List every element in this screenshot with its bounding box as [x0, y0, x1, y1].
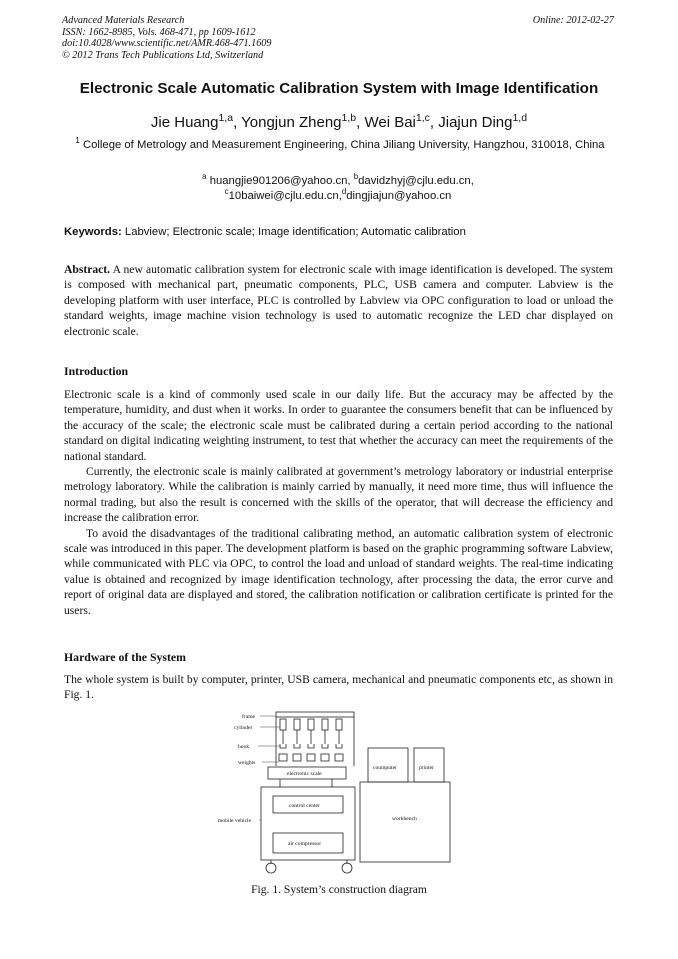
weight	[335, 754, 343, 761]
affiliation	[62, 138, 618, 153]
weight	[293, 754, 301, 761]
weight	[307, 754, 315, 761]
paragraph: Electronic scale is a kind of commonly used scale in our daily life. But the accuracy may be affected by the temperature, humidity, and dust when it works. In order to guarantee the consumers benefit that can be influenced by the accuracy of the scale; the electronic scale must be calibrated during a certain period according to the national standard on digital indicating weighting instrument, to test that whether the accuracy can meet the requirements of the national standard.	[64, 388, 613, 463]
author-sup: 1,a	[218, 112, 234, 124]
introduction-heading: Introduction	[64, 364, 129, 378]
abstract-text: A new automatic calibration system for electronic scale with image identification is developed. The system is composed with mechanical part, pneumatic components, PLC, USB camera and computer. Labview is the developing platform with user interface, PLC is controlled by Labview via OPC configuration to load or unload the standard weights, image machine vision technology is used to automatic recognize the LED char displayed on electronic scale.	[64, 263, 613, 338]
introduction-body	[64, 387, 613, 618]
keywords	[64, 226, 616, 238]
email-address: huangjie901206@yahoo.cn,	[209, 175, 351, 187]
keywords-label: Keywords:	[64, 226, 122, 238]
hardware-body	[64, 672, 613, 703]
hook	[308, 744, 314, 748]
label-mobile-vehicle: mobile vehicle	[218, 818, 252, 824]
label-printer: printer	[419, 765, 434, 771]
email-sup: d	[341, 187, 347, 197]
hook	[336, 744, 342, 748]
cylinder	[280, 719, 286, 730]
journal-header	[62, 15, 614, 61]
email-sup: b	[353, 172, 359, 182]
author-name: Yongjun Zheng	[241, 114, 342, 131]
doi-line: doi:10.4028/www.scientific.net/AMR.468-471.1609	[62, 38, 272, 50]
paragraph: Currently, the electronic scale is mainly calibrated at government’s metrology laboratory or industrial enterprise metrology laboratory. While the calibration is mainly carried by manually, it need more time, thus will influence the normal trading, but also the result is concerned with the skills of the operator, that will decrease the efficiency and increase the calibration error.	[64, 465, 613, 525]
author-sup: 1,d	[512, 112, 528, 124]
cylinder	[294, 719, 300, 730]
email-sup: a	[202, 172, 207, 182]
construction-diagram-svg	[210, 708, 470, 878]
email-address: dingjiajun@yahoo.cn	[346, 190, 452, 202]
hook	[280, 744, 286, 748]
figure-caption: Fig. 1. System’s construction diagram	[251, 883, 427, 896]
affiliation-sup: 1	[75, 136, 80, 146]
affiliation-text: College of Metrology and Measurement Engineering, China Jiliang University, Hangzhou, 310018, China	[82, 139, 605, 151]
hardware-heading: Hardware of the System	[64, 650, 186, 664]
author-name: Jie Huang	[150, 114, 219, 131]
label-weights: weights	[238, 760, 256, 766]
online-date: Online: 2012-02-27	[532, 15, 614, 26]
paragraph: The whole system is built by computer, printer, USB camera, mechanical and pneumatic components etc, as shown in Fig. 1.	[64, 673, 613, 702]
abstract-label: Abstract.	[64, 263, 111, 276]
copyright-line: © 2012 Trans Tech Publications Ltd, Switzerland	[62, 49, 264, 61]
mobile-vehicle-box	[261, 787, 355, 860]
weight	[321, 754, 329, 761]
paper-title: Electronic Scale Automatic Calibration System with Image Identification	[79, 80, 599, 97]
label-air-compressor: air compressor	[288, 841, 322, 847]
email-sup: c	[224, 187, 229, 197]
email-list	[62, 174, 614, 204]
author-sup: 1,b	[341, 112, 357, 124]
label-cylinder: cylinder	[234, 725, 253, 731]
author-list: Jie Huang$^{1,a}$, Yongjun Zheng$^{1,b}$, Wei Bai$^{1,c}$, Jiajun Ding$^{1,d}$	[150, 112, 528, 131]
frame-bar	[276, 712, 354, 717]
label-frame: frame	[242, 714, 256, 720]
construction-diagram	[210, 708, 470, 878]
author-name: Wei Bai	[364, 114, 416, 131]
cylinder	[308, 719, 314, 730]
wheel	[342, 863, 352, 873]
cylinder	[336, 719, 342, 730]
workbench-box	[360, 782, 450, 862]
author-sup: 1,c	[415, 112, 430, 124]
email-address: 10baiwei@cjlu.edu.cn,	[228, 190, 342, 202]
weight	[279, 754, 287, 761]
label-computer: coumputer	[373, 765, 397, 771]
wheel	[266, 863, 276, 873]
hook	[294, 744, 300, 748]
cylinder	[322, 719, 328, 730]
email-address: davidzhyj@cjlu.edu.cn,	[358, 175, 474, 187]
abstract	[64, 262, 613, 339]
keywords-text: Labview; Electronic scale; Image identification; Automatic calibration	[124, 226, 466, 238]
author-name: Jiajun Ding	[438, 114, 513, 131]
label-workbench: workbench	[392, 816, 417, 822]
label-electronic-scale: electronic scale	[287, 771, 322, 777]
hook	[322, 744, 328, 748]
label-hook: hook	[238, 744, 250, 750]
journal-name: Advanced Materials Research	[62, 15, 185, 26]
paragraph: To avoid the disadvantages of the traditional calibrating method, an automatic calibration system of electronic scale was introduced in this paper. The development platform is based on the graphic programming software Labview, while communicated with PLC via OPC, to control the load and unload of standard weights. The real-time indicating value is obtained and recognized by image identification technology, after processing the data, the error curve and report of original data are displayed and stored, the calibration notification or calibration certificate is printed for the users.	[64, 526, 613, 617]
label-control-center: control center	[289, 803, 320, 809]
issn-line: ISSN: 1662-8985, Vols. 468-471, pp 1609-1612	[62, 26, 256, 38]
